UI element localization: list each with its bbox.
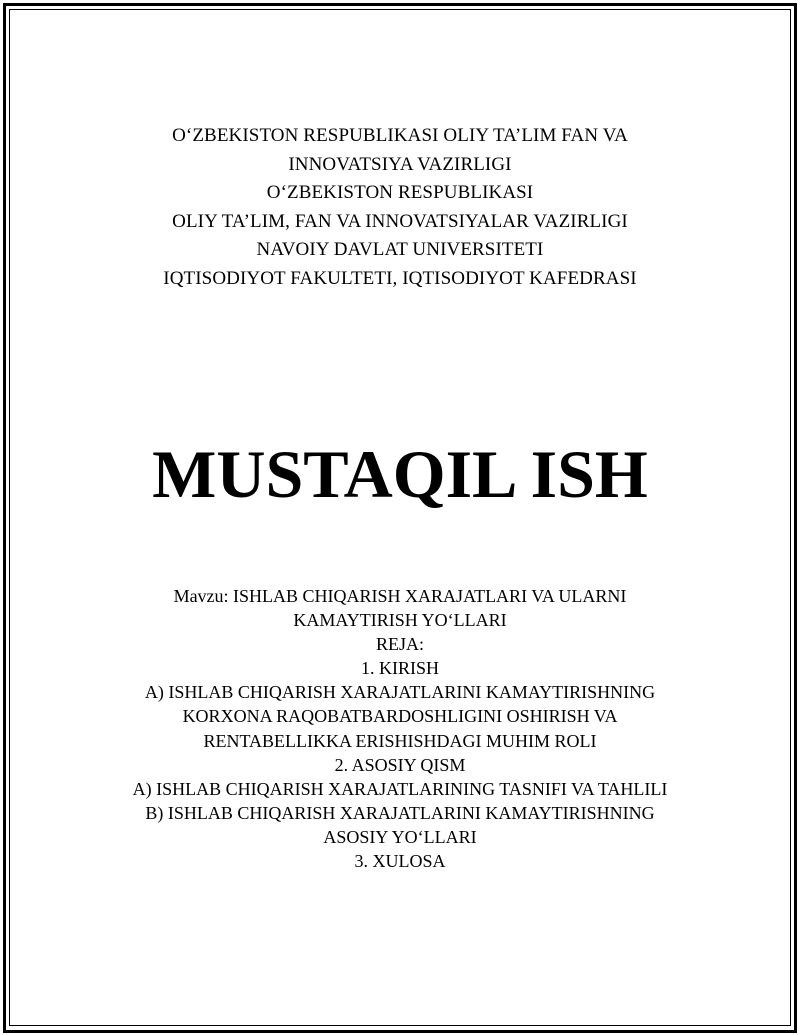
plan-item: RENTABELLIKKA ERISHISHDAGI MUHIM ROLI xyxy=(203,730,597,751)
institution-header xyxy=(0,122,800,294)
plan-heading: REJA: xyxy=(375,634,424,655)
topic-line: Mavzu: ISHLAB CHIQARISH XARAJATLARI VA ULARNI xyxy=(173,586,627,606)
header-line: O‘ZBEKISTON RESPUBLIKASI OLIY TA’LIM FAN VA xyxy=(172,125,628,146)
plan-item: B) ISHLAB CHIQARISH XARAJATLARINI KAMAYTIRISHNING xyxy=(145,802,655,823)
plan-item: KORXONA RAQOBATBARDOSHLIGINI OSHIRISH VA xyxy=(182,706,618,727)
plan-item: 3. XULOSA xyxy=(354,851,446,872)
header-line: IQTISODIYOT FAKULTETI, IQTISODIYOT KAFEDRASI xyxy=(163,267,637,289)
plan-item: 1. KIRISH xyxy=(360,658,439,679)
header-line: O‘ZBEKISTON RESPUBLIKASI xyxy=(266,182,534,204)
plan-item: 2. ASOSIY QISM xyxy=(334,754,466,775)
header-line: OLIY TA’LIM, FAN VA INNOVATSIYALAR VAZIRLIGI xyxy=(172,210,628,232)
topic-line: KAMAYTIRISH YO‘LLARI xyxy=(293,610,507,631)
topic-and-plan xyxy=(0,584,800,873)
plan-item: A) ISHLAB CHIQARISH XARAJATLARINING TASNIFI VA TAHLILI xyxy=(132,778,668,799)
header-line: NAVOIY DAVLAT UNIVERSITETI xyxy=(256,239,544,261)
plan-item: ASOSIY YO‘LLARI xyxy=(323,826,477,847)
document-title: MUSTAQIL ISH xyxy=(152,436,648,512)
header-line: INNOVATSIYA VAZIRLIGI xyxy=(288,153,512,175)
plan-item: A) ISHLAB CHIQARISH XARAJATLARINI KAMAYTIRISHNING xyxy=(144,682,656,703)
